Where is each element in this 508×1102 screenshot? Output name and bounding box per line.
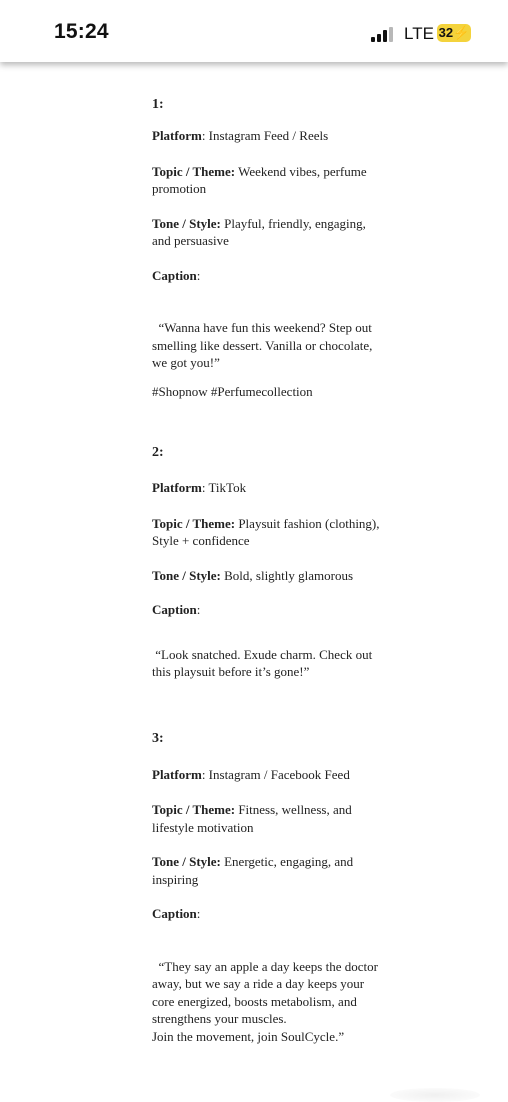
topic-label: Topic / Theme:	[152, 163, 236, 179]
hashtags: #Shopnow #Perfumecollection	[152, 383, 313, 399]
caption-text-closing: Join the movement, join SoulCycle.”	[152, 1028, 345, 1044]
battery-level: 32	[438, 25, 454, 40]
network-type: LTE	[404, 24, 434, 43]
platform-label: Platform	[152, 480, 202, 495]
caption-colon: :	[196, 906, 201, 921]
tone-field	[152, 853, 384, 888]
topic-label: Topic / Theme:	[152, 515, 236, 531]
tone-field	[152, 215, 384, 250]
topic-field	[152, 163, 384, 198]
topic-value: Weekend vibes, perfume promotion	[152, 163, 367, 196]
platform-field	[152, 766, 384, 784]
platform-value: : Instagram / Facebook Feed	[201, 766, 350, 782]
item-number: 1:	[152, 97, 164, 112]
item-number: 2:	[152, 445, 164, 460]
caption-colon: :	[196, 602, 201, 617]
caption-label: Caption	[152, 267, 197, 283]
topic-field	[152, 515, 384, 550]
caption-label: Caption	[152, 602, 197, 617]
topic-label: Topic / Theme:	[152, 802, 236, 817]
caption-label: Caption	[152, 906, 197, 921]
tone-label: Tone / Style:	[152, 854, 221, 869]
caption-text: “They say an apple a day keeps the doctor away, but we say a ride a day keeps your core energized, boosts metabolism, and strengthens your muscles.	[152, 958, 378, 1026]
platform-value: : Instagram Feed / Reels	[201, 128, 329, 143]
caption-field	[152, 601, 384, 619]
document-body	[152, 97, 384, 1045]
topic-value: Fitness, wellness, and lifestyle motivation	[152, 802, 352, 835]
tone-label: Tone / Style:	[152, 215, 221, 231]
status-time: 15:24	[54, 20, 109, 43]
platform-field	[152, 479, 384, 497]
caption-field	[152, 905, 384, 923]
cellular-signal-icon	[371, 27, 397, 42]
battery-icon: 32⚡	[438, 25, 470, 40]
content-item-2	[152, 445, 384, 681]
caption-text: “Look snatched. Exude charm. Check out this playsuit before it’s gone!”	[152, 646, 373, 679]
item-number: 3:	[152, 730, 164, 746]
content-item-3	[152, 731, 384, 1046]
tone-value: Playful, friendly, engaging, and persuasive	[152, 215, 366, 248]
tone-label: Tone / Style:	[152, 567, 221, 583]
status-bar	[0, 0, 508, 62]
caption-colon: :	[196, 267, 201, 283]
platform-label: Platform	[152, 128, 202, 143]
tone-value: Energetic, engaging, and inspiring	[152, 854, 354, 887]
platform-field	[152, 127, 384, 145]
caption-text: “Wanna have fun this weekend? Step out smelling like dessert. Vanilla or chocolate, we got you!”	[152, 320, 373, 370]
platform-label: Platform	[152, 766, 202, 782]
content-item-1	[152, 97, 384, 400]
caption-field	[152, 267, 384, 285]
topic-field	[152, 801, 384, 836]
platform-value: : TikTok	[201, 480, 247, 495]
tone-field	[152, 567, 384, 585]
topic-value: Playsuit fashion (clothing), Style + confidence	[152, 515, 380, 548]
tone-value: Bold, slightly glamorous	[220, 567, 354, 583]
